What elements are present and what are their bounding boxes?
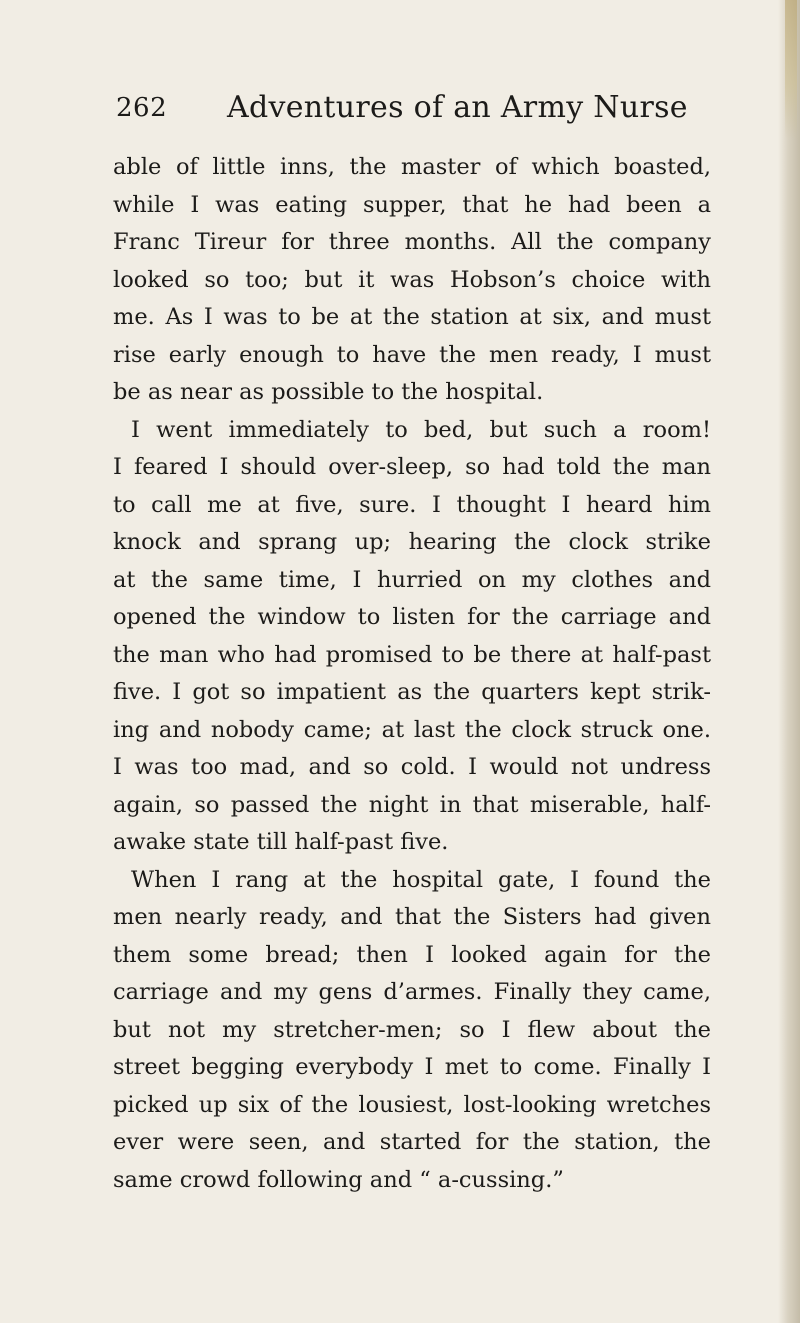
text-line: able of little inns, the master of which boasted, [113,154,711,180]
text-line: ever were seen, and started for the station, the [113,1129,711,1155]
text-line: same crowd following and “ a-cussing.” [113,1166,564,1193]
running-head [116,86,716,130]
text-line: awake state till half-past five. [113,829,449,855]
text-line: knock and sprang up; hearing the clock strike [113,529,711,555]
text-line: I was too mad, and so cold. I would not undress [113,754,711,780]
text-line: at the same time, I hurried on my clothes and [113,566,711,593]
text-line: carriage and my gens d’armes. Finally they came, [113,979,711,1005]
text-line: Franc Tireur for three months. All the company [113,229,711,255]
text-line: but not my stretcher-men; so I flew about the [113,1016,711,1043]
text-line: while I was eating supper, that he had been a [113,191,711,218]
text-line: the man who had promised to be there at half-past [113,641,711,668]
body-text [113,149,711,1199]
text-line: ing and nobody came; at last the clock struck one. [113,716,711,743]
text-line: rise early enough to have the men ready, I must [113,341,711,368]
text-line: looked so too; but it was Hobson’s choice with [113,266,711,293]
text-line: be as near as possible to the hospital. [113,379,544,405]
page-number: 262 [116,93,168,123]
text-line: five. I got so impatient as the quarters kept strik- [113,679,711,705]
text-line: to call me at five, sure. I thought I heard him [113,491,711,518]
text-line: I went immediately to bed, but such a room! [131,416,711,443]
text-line: again, so passed the night in that miserable, half- [113,791,711,818]
text-line: me. As I was to be at the station at six, and must [113,304,711,330]
text-line: When I rang at the hospital gate, I found the [131,866,711,893]
text-line: street begging everybody I met to come. Finally I [113,1054,711,1080]
text-line: picked up six of the lousiest, lost-looking wretches [113,1091,711,1118]
text-line: men nearly ready, and that the Sisters had given [113,904,711,930]
text-line: I feared I should over-sleep, so had told the man [113,454,711,480]
book-title: Adventures of an Army Nurse [227,90,688,125]
text-line: them some bread; then I looked again for the [113,941,711,968]
page-edge-shadow [778,0,800,1323]
text-line: opened the window to listen for the carriage and [113,604,711,630]
page-edge-stain [785,0,797,140]
